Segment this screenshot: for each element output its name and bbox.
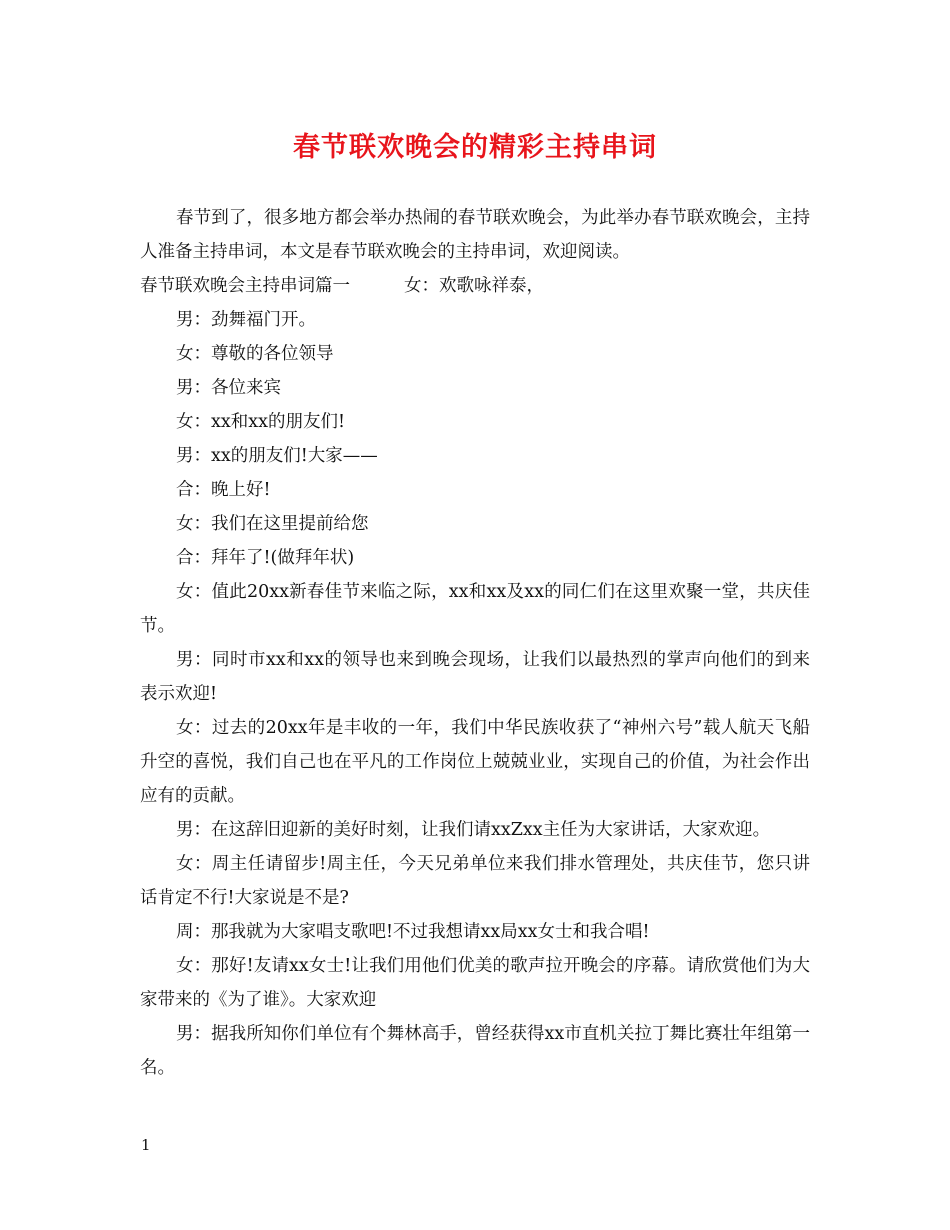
dialogue-line: 男：同时市xx和xx的领导也来到晚会现场，让我们以最热烈的掌声向他们的到来表示欢迎! (140, 650, 810, 704)
dialogue-line: 周：那我就为大家唱支歌吧!不过我想请xx局xx女士和我合唱! (176, 922, 650, 942)
dialogue-line: 男：xx的朋友们!大家—— (176, 446, 378, 466)
dialogue-line: 男：据我所知你们单位有个舞林高手，曾经获得xx市直机关拉丁舞比赛壮年组第一名。 (140, 1024, 810, 1078)
dialogue-line: 合：晚上好! (176, 480, 271, 500)
page-number: 1 (141, 1136, 151, 1154)
dialogue-line: 女：尊敬的各位领导 (176, 344, 334, 364)
dialogue-line: 女：我们在这里提前给您 (176, 514, 369, 534)
intro-paragraph: 春节到了，很多地方都会举办热闹的春节联欢晚会，为此举办春节联欢晚会，主持人准备主持串词，本文是春节联欢晚会的主持串词，欢迎阅读。 (140, 208, 810, 262)
dialogue-line: 女：过去的20xx年是丰收的一年，我们中华民族收获了“神州六号”载人航天飞船升空的喜悦，我们自己也在平凡的工作岗位上兢兢业业，实现自己的价值，为社会作出应有的贡献。 (140, 718, 810, 806)
dialogue-line: 合：拜年了!(做拜年状) (176, 548, 355, 568)
document-title: 春节联欢晚会的精彩主持串词 (293, 132, 657, 163)
dialogue-line: 女：值此20xx新春佳节来临之际，xx和xx及xx的同仁们在这里欢聚一堂，共庆佳节。 (140, 582, 810, 636)
dialogue-line: 女：xx和xx的朋友们! (176, 412, 346, 432)
section-first-line: 女：欢歌咏祥泰， (404, 276, 544, 296)
dialogue-line: 女：那好!友请xx女士!让我们用他们优美的歌声拉开晚会的序幕。请欣赏他们为大家带来的《为了谁》。大家欢迎 (140, 956, 810, 1010)
section-heading: 春节联欢晚会主持串词篇一 (140, 276, 350, 296)
dialogue-line: 男：在这辞旧迎新的美好时刻，让我们请xxZxx主任为大家讲话，大家欢迎。 (176, 820, 771, 840)
section-heading-line (140, 269, 810, 303)
dialogue-line: 男：各位来宾 (176, 378, 281, 398)
document-body (140, 201, 810, 1085)
dialogue-line: 女：周主任请留步!周主任，今天兄弟单位来我们排水管理处，共庆佳节，您只讲话肯定不行!大家说是不是? (140, 854, 810, 908)
dialogue-line: 男：劲舞福门开。 (176, 310, 316, 330)
